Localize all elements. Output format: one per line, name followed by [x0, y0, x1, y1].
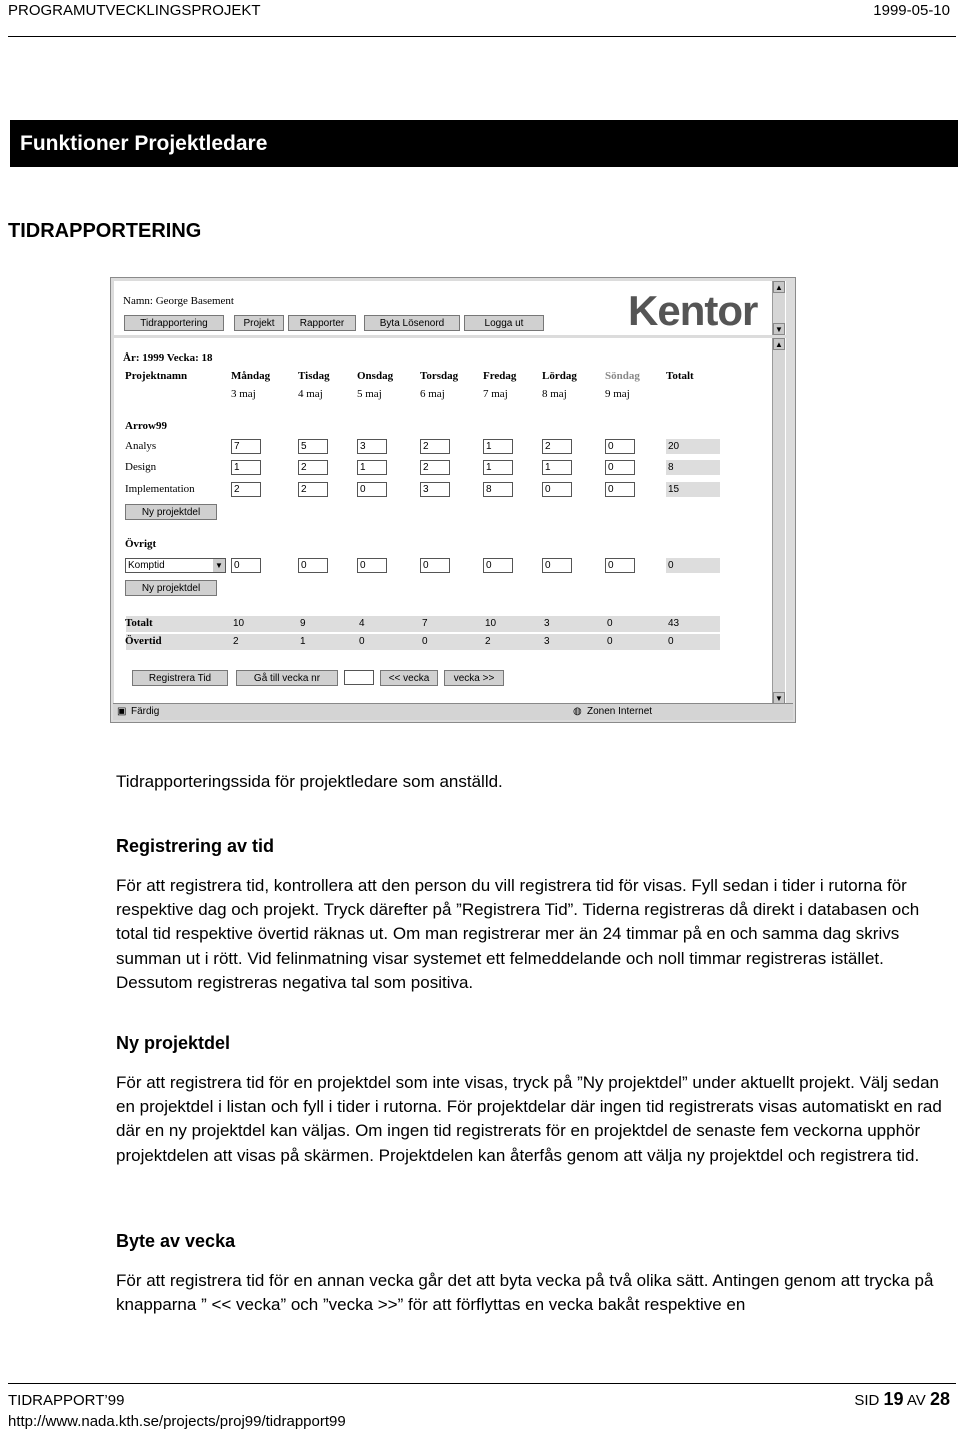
nav-button-rapporter[interactable]: Rapporter [288, 315, 356, 331]
hours-input[interactable]: 1 [542, 460, 572, 475]
hours-input[interactable]: 2 [420, 460, 450, 475]
total-sum: 43 [668, 618, 680, 629]
row-label-design: Design [125, 461, 157, 473]
register-time-button[interactable]: Registrera Tid [132, 670, 228, 686]
day-header-tuesday: Tisdag [298, 370, 330, 382]
day-header-monday: Måndag [231, 370, 271, 382]
timesheet-screenshot [110, 277, 796, 723]
total-value: 3 [544, 618, 550, 629]
nav-button-logga-ut[interactable]: Logga ut [464, 315, 544, 331]
day-header-sunday: Söndag [605, 370, 640, 382]
day-date-thursday: 6 maj [420, 388, 445, 400]
hours-input[interactable]: 2 [298, 460, 328, 475]
total-value: 0 [607, 618, 613, 629]
hours-input[interactable]: 1 [483, 439, 513, 454]
nav-button-byta-losenord[interactable]: Byta Lösenord [364, 315, 460, 331]
browser-status-bar [113, 703, 793, 720]
project-arrow99: Arrow99 [125, 420, 167, 432]
timesheet-frame [114, 338, 786, 704]
total-value: 10 [485, 618, 497, 629]
hours-input[interactable]: 0 [542, 482, 572, 497]
hours-input[interactable]: 0 [357, 482, 387, 497]
day-date-wednesday: 5 maj [357, 388, 382, 400]
row-total: 0 [666, 558, 720, 573]
status-zone: Zonen Internet [587, 706, 653, 717]
footer-divider [8, 1383, 956, 1384]
goto-week-button[interactable]: Gå till vecka nr [236, 670, 338, 686]
header-date: 1999-05-10 [873, 2, 950, 19]
hours-input[interactable]: 1 [231, 460, 261, 475]
page-current: 19 [883, 1389, 904, 1409]
heading-registrering: Registrering av tid [116, 836, 275, 856]
total-value: 10 [233, 618, 245, 629]
section-title: TIDRAPPORTERING [8, 220, 202, 242]
header-title: PROGRAMUTVECKLINGSPROJEKT [8, 2, 261, 19]
day-date-friday: 7 maj [483, 388, 508, 400]
hours-input[interactable]: 0 [483, 558, 513, 573]
part-select[interactable] [125, 558, 226, 573]
project-ovrigt: Övrigt [125, 538, 157, 550]
header-divider [8, 36, 956, 37]
chevron-down-icon[interactable]: ▼ [213, 559, 225, 572]
overtime-value: 0 [422, 636, 428, 647]
nav-button-projekt[interactable]: Projekt [234, 315, 284, 331]
page-total: 28 [929, 1389, 950, 1409]
total-value: 7 [422, 618, 428, 629]
hours-input[interactable]: 0 [605, 439, 635, 454]
hours-input[interactable]: 2 [298, 482, 328, 497]
row-total: 8 [666, 460, 720, 475]
hours-input[interactable]: 1 [357, 460, 387, 475]
overtime-label: Övertid [125, 635, 162, 647]
hours-input[interactable]: 0 [357, 558, 387, 573]
main-frame-scrollbar[interactable] [772, 338, 785, 704]
page-sid: SID [854, 1392, 880, 1409]
screenshot-caption: Tidrapporteringssida för projektledare som anställd. [116, 772, 503, 791]
hours-input[interactable]: 0 [420, 558, 450, 573]
overtime-value: 1 [300, 636, 306, 647]
overtime-sum: 0 [668, 636, 674, 647]
day-date-monday: 3 maj [231, 388, 256, 400]
overtime-value: 3 [544, 636, 550, 647]
page-av: AV [906, 1392, 926, 1409]
user-name-label: Namn: George Basement [123, 295, 234, 307]
hours-input[interactable]: 0 [605, 482, 635, 497]
hours-input[interactable]: 7 [231, 439, 261, 454]
page-icon: ▣ [117, 706, 127, 717]
hours-input[interactable]: 2 [542, 439, 572, 454]
row-label-analys: Analys [125, 440, 157, 452]
hours-input[interactable]: 1 [483, 460, 513, 475]
overtime-value: 2 [233, 636, 239, 647]
hours-input[interactable]: 0 [605, 558, 635, 573]
scroll-up-icon[interactable]: ▲ [773, 281, 785, 293]
globe-icon: ◍ [573, 706, 582, 717]
col-total-header: Totalt [666, 370, 694, 382]
hours-input[interactable]: 8 [483, 482, 513, 497]
day-header-thursday: Torsdag [420, 370, 459, 382]
hours-input[interactable]: 3 [420, 482, 450, 497]
heading-byte-av-vecka: Byte av vecka [116, 1231, 236, 1251]
day-date-saturday: 8 maj [542, 388, 567, 400]
new-part-button-2[interactable]: Ny projektdel [125, 580, 217, 596]
year-week-label: År: 1999 Vecka: 18 [123, 352, 213, 364]
part-select-value: Komptid [128, 560, 165, 571]
day-date-tuesday: 4 maj [298, 388, 323, 400]
paragraph-byte-av-vecka: För att registrera tid för en annan vecka går det att byta vecka på två olika sätt. Antingen genom att trycka på knapparna ” << vecka” och ”vecka >>” för att förflyttas en vecka bakåt respektive en [116, 1271, 934, 1315]
scroll-up-icon[interactable]: ▲ [773, 338, 785, 350]
hours-input[interactable]: 0 [605, 460, 635, 475]
hours-input[interactable]: 2 [231, 482, 261, 497]
hours-input[interactable]: 3 [357, 439, 387, 454]
nav-button-tidrapportering[interactable]: Tidrapportering [124, 315, 224, 331]
new-part-button[interactable]: Ny projektdel [125, 504, 217, 520]
hours-input[interactable]: 2 [420, 439, 450, 454]
scroll-down-icon[interactable]: ▼ [773, 323, 785, 335]
hours-input[interactable]: 0 [542, 558, 572, 573]
nav-frame [114, 281, 786, 335]
paragraph-registrering: För att registrera tid, kontrollera att den person du vill registrera tid för visas. Fyll sedan i tider i rutorna för respektive dag och projekt. Tryck därefter på ”Registrera Tid”. Tiderna registreras då direkt i databasen och total tid respektive övertid räknas ut. Om man registrerar mer än 24 timmar på en och samma dag skrivs summan ut i rött. Vid felinmatning visar systemet ett felmeddelande och noll timmar registreras istället. Dessutom registreras negativa tal som positiva. [116, 876, 920, 992]
day-header-friday: Fredag [483, 370, 517, 382]
totals-label: Totalt [125, 617, 153, 629]
next-week-button[interactable]: vecka >> [444, 670, 504, 686]
row-total: 20 [666, 439, 720, 454]
paragraph-ny-projektdel: För att registrera tid för en projektdel som inte visas, tryck på ”Ny projektdel” under aktuellt projekt. Välj sedan en projektdel i listan och fyll i tider i rutorna. För projektdelar där ingen tid registrerats visas automatiskt en rad där en ny projektdel kan väljas. Om ingen tid registrerats för en projektdel de senaste fem veckorna upphör projektdelen att visas på skärmen. Projektdelen kan återfås genom att välja ny projektdel och registrera tid. [116, 1073, 942, 1165]
heading-ny-projektdel: Ny projektdel [116, 1033, 231, 1053]
footer-url[interactable]: http://www.nada.kth.se/projects/proj99/tidrapport99 [8, 1413, 346, 1430]
week-number-input[interactable] [344, 670, 374, 685]
day-header-wednesday: Onsdag [357, 370, 394, 382]
col-project-header: Projektnamn [125, 370, 188, 382]
chapter-banner: Funktioner Projektledare [10, 120, 958, 167]
prev-week-button[interactable]: << vecka [380, 670, 438, 686]
total-value: 4 [359, 618, 365, 629]
status-done: Färdig [131, 706, 160, 717]
overtime-value: 0 [359, 636, 365, 647]
page-number [854, 1389, 950, 1410]
hours-input[interactable]: 0 [231, 558, 261, 573]
day-header-saturday: Lördag [542, 370, 577, 382]
footer-title: TIDRAPPORT’99 [8, 1392, 125, 1409]
scroll-down-icon[interactable]: ▼ [773, 692, 785, 704]
day-date-sunday: 9 maj [605, 388, 630, 400]
hours-input[interactable]: 5 [298, 439, 328, 454]
overtime-value: 0 [607, 636, 613, 647]
kentor-logo: Kentor [628, 287, 758, 334]
total-value: 9 [300, 618, 306, 629]
row-label-implementation: Implementation [125, 483, 195, 495]
row-total: 15 [666, 482, 720, 497]
overtime-value: 2 [485, 636, 491, 647]
hours-input[interactable]: 0 [298, 558, 328, 573]
top-frame-scrollbar[interactable] [772, 281, 785, 335]
